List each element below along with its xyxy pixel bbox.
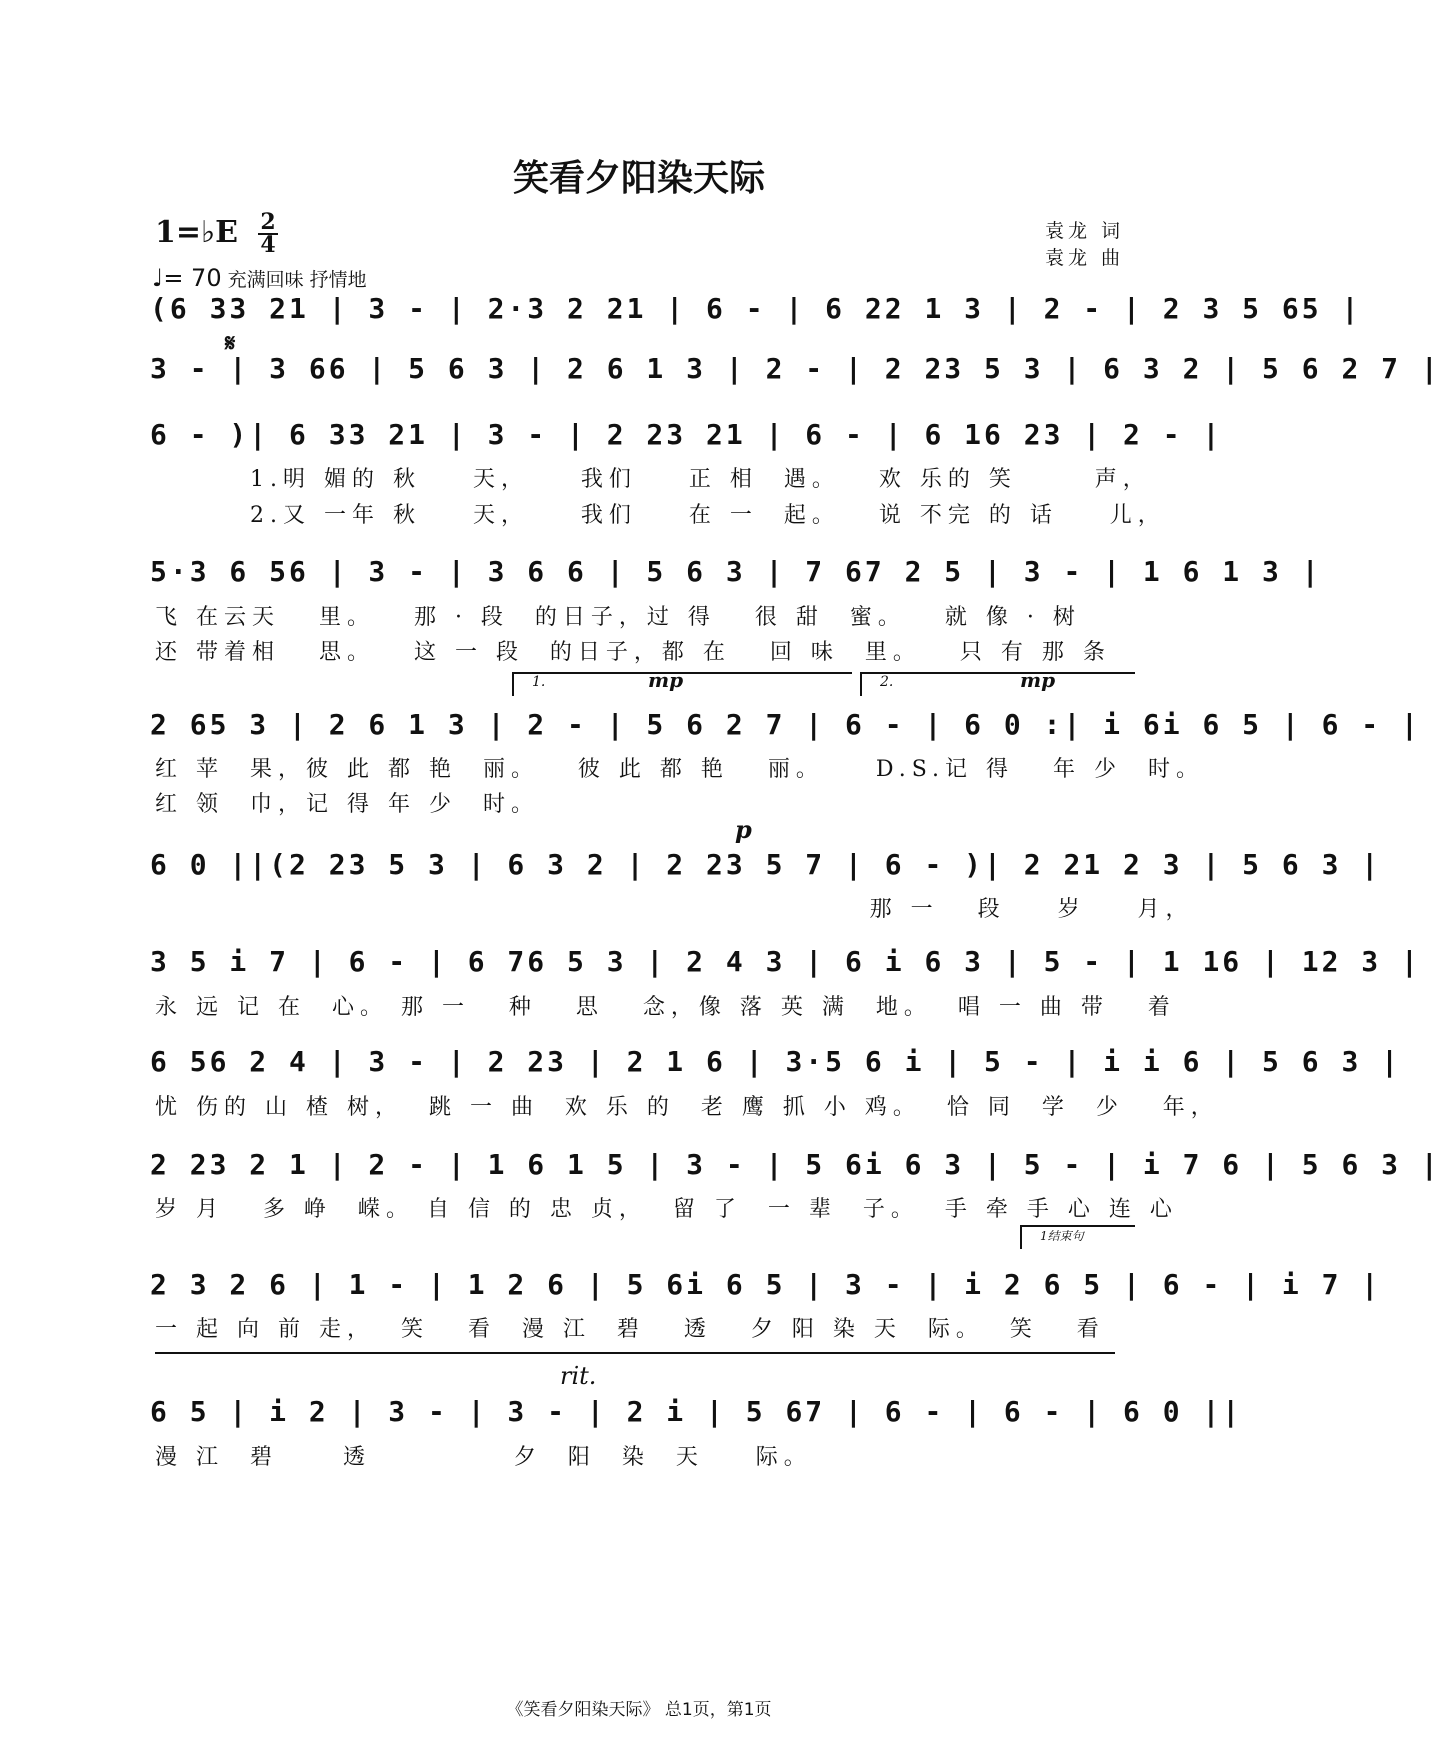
system-7-notes: 3 5 i 7 | 6 - | 6 76 5 3 | 2 4 3 | 6 i 6 3 | 5 - | 1 16 | 12 3 | <box>150 945 1421 978</box>
system-8-notes: 6 56 2 4 | 3 - | 2 23 | 2 1 6 | 3·5 6 i | 5 - | i i 6 | 5 6 3 | <box>150 1045 1402 1078</box>
dynamic-mp-2: mp <box>1020 668 1056 692</box>
song-title: 笑看夕阳染天际 <box>512 157 765 199</box>
expression-text: 充满回味 抒情地 <box>227 269 367 291</box>
system-10-notes: 2 3 2 6 | 1 - | 1 2 6 | 5 6i 6 5 | 3 - | i 2 6 5 | 6 - | i 7 | <box>150 1268 1382 1301</box>
system-7-lyric: 永 远 记 在 心。 那 一 种 思 念，像 落 英 满 地。 唱 一 曲 带 着 <box>155 995 1176 1020</box>
ritardando-mark: rit. <box>560 1362 597 1390</box>
system-11-notes: 6 5 | i 2 | 3 - | 3 - | 2 i | 5 67 | 6 - | 6 - | 6 0 || <box>150 1395 1243 1428</box>
tempo-value: ♩= 70 <box>152 264 222 292</box>
time-signature-top: 2 <box>260 209 276 235</box>
system-6-notes: 6 0 ||(2 23 5 3 | 6 3 2 | 2 23 5 7 | 6 - )| 2 21 2 3 | 5 6 3 | <box>150 848 1382 881</box>
system-3-notes: 6 - )| 6 33 21 | 3 - | 2 23 21 | 6 - | 6 16 23 | 2 - | <box>150 418 1223 451</box>
time-signature <box>258 209 278 258</box>
dynamic-mp-1: mp <box>648 668 684 692</box>
system-5-notes: 2 65 3 | 2 6 1 3 | 2 - | 5 6 2 7 | 6 - | 6 0 :| i 6i 6 5 | 6 - | <box>150 708 1421 741</box>
system-5-lyric-2: 红 领 巾，记 得 年 少 时。 <box>155 792 539 817</box>
time-signature-bottom: 4 <box>260 232 276 258</box>
volta-1: 1. <box>512 672 852 696</box>
credits <box>1045 218 1124 272</box>
key-signature: 1=♭E <box>155 215 239 250</box>
coda-line <box>155 1352 1115 1354</box>
system-2-notes: 3 - | 3 66 | 5 6 3 | 2 6 1 3 | 2 - | 2 23 5 3 | 6 3 2 | 5 6 2 7 | <box>150 352 1441 385</box>
system-3-lyric-1: 1.明 媚的 秋 天， 我们 正 相 遇。 欢 乐的 笑 声， <box>250 467 1151 492</box>
system-1-notes: (6 33 21 | 3 - | 2·3 2 21 | 6 - | 6 22 1 3 | 2 - | 2 3 5 65 | <box>150 292 1362 325</box>
lyricist-credit: 袁龙 词 <box>1045 220 1125 242</box>
system-4-notes: 5·3 6 56 | 3 - | 3 6 6 | 5 6 3 | 7 67 2 5 | 3 - | 1 6 1 3 | <box>150 555 1322 588</box>
system-4-lyric-2: 还 带着相 思。 这 一 段 的日子，都 在 回 味 里。 只 有 那 条 <box>155 640 1111 665</box>
segno-sign: 𝄋 <box>225 328 236 357</box>
tempo-marking <box>152 264 367 292</box>
system-9-lyric: 岁 月 多 峥 嵘。 自 信 的 忠 贞， 留 了 一 辈 子。 手 牵 手 心 连 心 <box>155 1197 1178 1222</box>
system-4-lyric-1: 飞 在云天 里。 那 · 段 的日子，过 得 很 甜 蜜。 就 像 · 树 <box>155 605 1081 630</box>
system-8-lyric: 忧 伤的 山 楂 树， 跳 一 曲 欢 乐 的 老 鹰 抓 小 鸡。 恰 同 学 少 年， <box>155 1095 1219 1120</box>
system-11-lyric: 漫 江 碧 透 夕 阳 染 天 际。 <box>155 1445 812 1470</box>
ending-bracket: 1结束句 <box>1020 1225 1135 1249</box>
volta-2: 2. <box>860 672 1135 696</box>
dynamic-p: p <box>735 815 752 844</box>
system-10-lyric: 一 起 向 前 走， 笑 看 漫 江 碧 透 夕 阳 染 天 际。 笑 看 <box>155 1317 1105 1342</box>
page-footer: 《笑看夕阳染天际》 总1页，第1页 <box>506 1700 772 1720</box>
system-6-lyric: 那 一 段 岁 月， <box>155 897 1194 922</box>
composer-credit: 袁龙 曲 <box>1045 247 1125 269</box>
system-3-lyric-2: 2.又 一年 秋 天， 我们 在 一 起。 说 不完 的 话 儿， <box>250 503 1166 528</box>
system-5-lyric-1: 红 苹 果，彼 此 都 艳 丽。 彼 此 都 艳 丽。 D.S.记 得 年 少 时。 <box>155 757 1204 782</box>
system-9-notes: 2 23 2 1 | 2 - | 1 6 1 5 | 3 - | 5 6i 6 3 | 5 - | i 7 6 | 5 6 3 | <box>150 1148 1441 1181</box>
